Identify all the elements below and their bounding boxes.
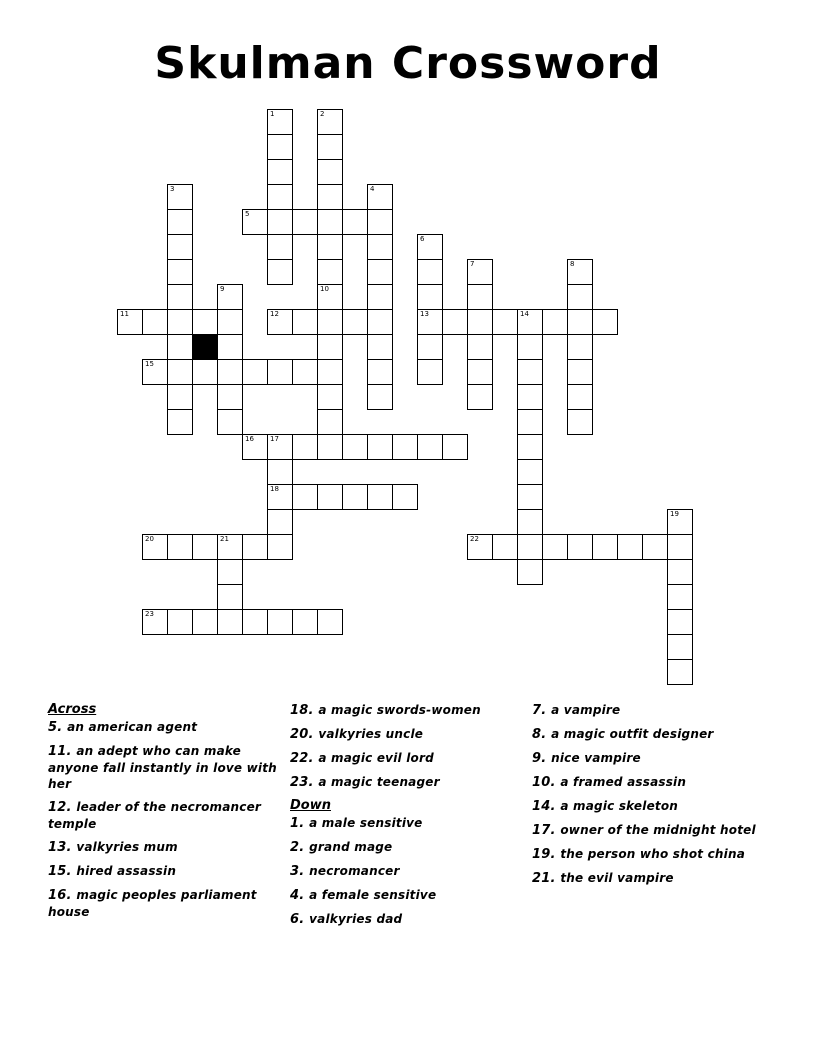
grid-cell[interactable] — [217, 559, 243, 585]
clue-number: 13 — [420, 310, 429, 318]
clue-number: 21 — [220, 535, 229, 543]
grid-cell[interactable] — [517, 309, 543, 335]
clue-item-number: 19. — [532, 847, 561, 862]
clue-item — [290, 887, 520, 904]
clue-number: 22 — [470, 535, 479, 543]
clue-item-number: 4. — [290, 888, 310, 903]
grid-cell[interactable] — [517, 559, 543, 585]
clue-item-text: an american agent — [67, 720, 198, 734]
clue-item — [532, 822, 762, 839]
grid-cell[interactable] — [542, 309, 568, 335]
grid-cell[interactable] — [192, 609, 218, 635]
grid-cell[interactable] — [317, 334, 343, 360]
grid-cell[interactable] — [167, 284, 193, 310]
grid-cell[interactable] — [417, 334, 443, 360]
grid-cell[interactable] — [142, 359, 168, 385]
clue-item — [532, 798, 762, 815]
grid-cell[interactable] — [517, 334, 543, 360]
clue-item-text: a vampire — [551, 703, 621, 717]
grid-cell[interactable] — [167, 309, 193, 335]
grid-cell[interactable] — [317, 609, 343, 635]
clue-number: 19 — [670, 510, 679, 518]
clue-item-text: a magic outfit designer — [551, 727, 714, 741]
grid-cell[interactable] — [242, 359, 268, 385]
clue-item — [532, 702, 762, 719]
clue-number: 3 — [170, 185, 175, 193]
grid-cell[interactable] — [267, 159, 293, 185]
clue-item-text: hired assassin — [76, 864, 177, 878]
clue-item — [290, 774, 520, 791]
grid-cell[interactable] — [292, 484, 318, 510]
grid-cell[interactable] — [217, 609, 243, 635]
grid-cell[interactable] — [667, 609, 693, 635]
grid-cell[interactable] — [317, 134, 343, 160]
grid-cell[interactable] — [667, 534, 693, 560]
grid-cell[interactable] — [667, 509, 693, 535]
grid-cell[interactable] — [367, 484, 393, 510]
clue-item-text: a magic teenager — [318, 775, 440, 789]
clue-item-number: 21. — [532, 871, 561, 886]
clue-item-text: valkyries dad — [309, 912, 403, 926]
grid-cell[interactable] — [342, 209, 368, 235]
clue-item-text: the evil vampire — [560, 871, 674, 885]
grid-cell[interactable] — [192, 534, 218, 560]
grid-cell[interactable] — [317, 159, 343, 185]
grid-cell[interactable] — [517, 409, 543, 435]
grid-cell[interactable] — [567, 259, 593, 285]
clue-item-text: leader of the necromancer temple — [48, 800, 262, 831]
grid-cell[interactable] — [467, 534, 493, 560]
grid-cell[interactable] — [342, 434, 368, 460]
clue-item — [532, 726, 762, 743]
grid-cell[interactable] — [342, 309, 368, 335]
clue-item-text: necromancer — [309, 864, 400, 878]
grid-cell[interactable] — [192, 359, 218, 385]
grid-cell[interactable] — [317, 109, 343, 135]
clue-column-1 — [48, 702, 278, 927]
grid-cell[interactable] — [367, 284, 393, 310]
grid-cell[interactable] — [167, 334, 193, 360]
grid-cell[interactable] — [242, 434, 268, 460]
clue-number: 4 — [370, 185, 375, 193]
grid-cell[interactable] — [567, 534, 593, 560]
grid-cell[interactable] — [367, 234, 393, 260]
grid-cell[interactable] — [317, 284, 343, 310]
clue-number: 6 — [420, 235, 425, 243]
grid-cell[interactable] — [242, 534, 268, 560]
grid-cell[interactable] — [467, 284, 493, 310]
grid-cell[interactable] — [367, 359, 393, 385]
grid-cell[interactable] — [317, 184, 343, 210]
grid-cell[interactable] — [267, 309, 293, 335]
grid-cell[interactable] — [567, 409, 593, 435]
grid-cell[interactable] — [217, 359, 243, 385]
grid-cell[interactable] — [317, 434, 343, 460]
grid-cell[interactable] — [267, 209, 293, 235]
grid-cell[interactable] — [292, 209, 318, 235]
grid-cell[interactable] — [317, 209, 343, 235]
clue-item-text: nice vampire — [551, 751, 641, 765]
grid-cell[interactable] — [667, 634, 693, 660]
grid-cell[interactable] — [217, 284, 243, 310]
clue-item-text: a male sensitive — [309, 816, 423, 830]
clue-item-number: 6. — [290, 912, 310, 927]
grid-cell[interactable] — [617, 534, 643, 560]
grid-cell[interactable] — [417, 284, 443, 310]
grid-cell[interactable] — [567, 384, 593, 410]
clue-item — [48, 863, 278, 880]
clue-item — [290, 863, 520, 880]
clue-item-number: 23. — [290, 775, 319, 790]
clue-item — [48, 743, 278, 792]
grid-cell[interactable] — [342, 484, 368, 510]
grid-cell[interactable] — [267, 509, 293, 535]
grid-cell[interactable] — [167, 384, 193, 410]
grid-cell[interactable] — [267, 459, 293, 485]
clue-item-text: an adept who can make anyone fall instantly in love with her — [48, 744, 277, 791]
clue-item-number: 9. — [532, 751, 552, 766]
grid-cell[interactable] — [567, 309, 593, 335]
grid-cell[interactable] — [142, 609, 168, 635]
grid-cell[interactable] — [267, 259, 293, 285]
grid-cell[interactable] — [317, 309, 343, 335]
grid-cell[interactable] — [517, 459, 543, 485]
grid-cell[interactable] — [417, 434, 443, 460]
clue-item-text: the person who shot china — [560, 847, 746, 861]
grid-cell[interactable] — [167, 359, 193, 385]
grid-cell[interactable] — [442, 434, 468, 460]
grid-cell[interactable] — [392, 484, 418, 510]
grid-cell[interactable] — [217, 384, 243, 410]
clue-number: 2 — [320, 110, 325, 118]
grid-cell[interactable] — [592, 534, 618, 560]
clue-item — [290, 815, 520, 832]
clue-item — [290, 702, 520, 719]
grid-cell[interactable] — [217, 584, 243, 610]
grid-cell[interactable] — [367, 309, 393, 335]
grid-cell[interactable] — [467, 384, 493, 410]
clue-number: 20 — [145, 535, 154, 543]
grid-cell[interactable] — [517, 534, 543, 560]
grid-cell[interactable] — [267, 609, 293, 635]
grid-cell[interactable] — [367, 259, 393, 285]
grid-cell[interactable] — [592, 309, 618, 335]
grid-cell[interactable] — [642, 534, 668, 560]
grid-cell[interactable] — [217, 534, 243, 560]
grid-cell[interactable] — [492, 534, 518, 560]
grid-cell[interactable] — [667, 659, 693, 685]
grid-cell[interactable] — [142, 534, 168, 560]
clue-item-number: 16. — [48, 888, 77, 903]
grid-cell[interactable] — [367, 334, 393, 360]
clue-item-text: a magic evil lord — [318, 751, 434, 765]
clue-item-text: magic peoples parliament house — [48, 888, 257, 919]
grid-cell[interactable] — [467, 259, 493, 285]
clue-item — [532, 774, 762, 791]
clue-item-text: a magic swords-women — [318, 703, 481, 717]
clue-item — [290, 839, 520, 856]
clue-item — [48, 887, 278, 920]
clue-column-2 — [290, 702, 520, 935]
clue-item-text: a framed assassin — [560, 775, 687, 789]
grid-cell[interactable] — [242, 609, 268, 635]
grid-cell[interactable] — [267, 534, 293, 560]
clue-number: 11 — [120, 310, 129, 318]
clue-item-number: 12. — [48, 800, 77, 815]
clue-item-number: 1. — [290, 816, 310, 831]
down-clue-list — [290, 815, 520, 928]
grid-cell[interactable] — [492, 309, 518, 335]
clue-item — [532, 750, 762, 767]
grid-cell[interactable] — [317, 484, 343, 510]
clue-item-number: 10. — [532, 775, 561, 790]
grid-cell[interactable] — [267, 109, 293, 135]
clue-number: 7 — [470, 260, 475, 268]
grid-cell[interactable] — [292, 609, 318, 635]
grid-cell[interactable] — [267, 359, 293, 385]
clue-number: 10 — [320, 285, 329, 293]
grid-cell[interactable] — [367, 209, 393, 235]
grid-cell[interactable] — [567, 334, 593, 360]
grid-cell[interactable] — [367, 184, 393, 210]
grid-cell[interactable] — [417, 234, 443, 260]
grid-cell[interactable] — [267, 134, 293, 160]
grid-cell[interactable] — [167, 234, 193, 260]
clue-item-number: 11. — [48, 744, 77, 759]
clue-item-number: 5. — [48, 720, 68, 735]
grid-cell[interactable] — [417, 259, 443, 285]
grid-cell[interactable] — [192, 309, 218, 335]
grid-cell[interactable] — [517, 484, 543, 510]
across-heading: Across — [48, 702, 97, 717]
grid-cell[interactable] — [467, 334, 493, 360]
clue-item-text: valkyries mum — [76, 840, 178, 854]
grid-cell[interactable] — [167, 409, 193, 435]
grid-cell[interactable] — [292, 309, 318, 335]
grid-cell[interactable] — [392, 434, 418, 460]
clue-number: 17 — [270, 435, 279, 443]
clue-item-number: 17. — [532, 823, 561, 838]
clue-item-number: 13. — [48, 840, 77, 855]
grid-cell[interactable] — [267, 234, 293, 260]
clue-item — [532, 846, 762, 863]
clue-number: 14 — [520, 310, 529, 318]
grid-cell[interactable] — [442, 309, 468, 335]
clue-number: 23 — [145, 610, 154, 618]
clue-number: 18 — [270, 485, 279, 493]
grid-cell[interactable] — [542, 534, 568, 560]
clue-item-number: 15. — [48, 864, 77, 879]
grid-cell[interactable] — [167, 609, 193, 635]
clue-item-text: a magic skeleton — [560, 799, 679, 813]
grid-cell[interactable] — [167, 184, 193, 210]
clue-item — [48, 799, 278, 832]
grid-cell[interactable] — [517, 509, 543, 535]
clue-number: 1 — [270, 110, 275, 118]
grid-cell[interactable] — [517, 384, 543, 410]
grid-cell[interactable] — [167, 259, 193, 285]
grid-cell[interactable] — [292, 359, 318, 385]
clue-item — [290, 911, 520, 928]
clue-item — [290, 750, 520, 767]
clue-item-number: 14. — [532, 799, 561, 814]
clue-item — [290, 726, 520, 743]
clue-item-number: 18. — [290, 703, 319, 718]
grid-cell[interactable] — [117, 309, 143, 335]
grid-cell[interactable] — [267, 434, 293, 460]
grid-cell[interactable] — [242, 209, 268, 235]
grid-cell[interactable] — [567, 284, 593, 310]
clue-item — [532, 870, 762, 887]
grid-cell[interactable] — [467, 309, 493, 335]
clue-item — [48, 719, 278, 736]
grid-cell[interactable] — [267, 184, 293, 210]
clue-item-number: 3. — [290, 864, 310, 879]
clue-column-3 — [532, 702, 762, 894]
grid-cell[interactable] — [317, 409, 343, 435]
grid-cell[interactable] — [217, 334, 243, 360]
clue-item-number: 2. — [290, 840, 310, 855]
clue-item-number: 20. — [290, 727, 319, 742]
clue-item-number: 7. — [532, 703, 552, 718]
clue-item — [48, 839, 278, 856]
grid-cell[interactable] — [167, 534, 193, 560]
page-title: Skulman Crossword — [154, 38, 662, 89]
across-clue-list-continued — [290, 702, 520, 791]
grid-cell[interactable] — [217, 409, 243, 435]
grid-cell[interactable] — [517, 359, 543, 385]
grid-cell[interactable] — [317, 234, 343, 260]
clue-item-text: owner of the midnight hotel — [560, 823, 756, 837]
grid-cell[interactable] — [517, 434, 543, 460]
clue-number: 8 — [570, 260, 575, 268]
grid-cell[interactable] — [417, 309, 443, 335]
clue-item-number: 22. — [290, 751, 319, 766]
grid-cell[interactable] — [167, 209, 193, 235]
clue-number: 9 — [220, 285, 225, 293]
grid-cell[interactable] — [667, 584, 693, 610]
grid-cell[interactable] — [367, 434, 393, 460]
grid-cell[interactable] — [292, 434, 318, 460]
clue-item-text: a female sensitive — [309, 888, 437, 902]
grid-cell[interactable] — [317, 259, 343, 285]
black-square — [192, 334, 218, 360]
grid-cell[interactable] — [567, 359, 593, 385]
across-clue-list — [48, 719, 278, 920]
grid-cell[interactable] — [467, 359, 493, 385]
clue-number: 15 — [145, 360, 154, 368]
clue-item-number: 8. — [532, 727, 552, 742]
grid-cell[interactable] — [417, 359, 443, 385]
down-heading: Down — [290, 798, 331, 813]
clue-number: 16 — [245, 435, 254, 443]
clue-number: 12 — [270, 310, 279, 318]
clue-item-text: valkyries uncle — [318, 727, 424, 741]
grid-cell[interactable] — [667, 559, 693, 585]
grid-cell[interactable] — [317, 359, 343, 385]
grid-cell[interactable] — [217, 309, 243, 335]
grid-cell[interactable] — [142, 309, 168, 335]
clue-item-text: grand mage — [309, 840, 393, 854]
grid-cell[interactable] — [267, 484, 293, 510]
clue-number: 5 — [245, 210, 250, 218]
grid-cell[interactable] — [367, 384, 393, 410]
grid-cell[interactable] — [317, 384, 343, 410]
down-clue-list-continued — [532, 702, 762, 887]
